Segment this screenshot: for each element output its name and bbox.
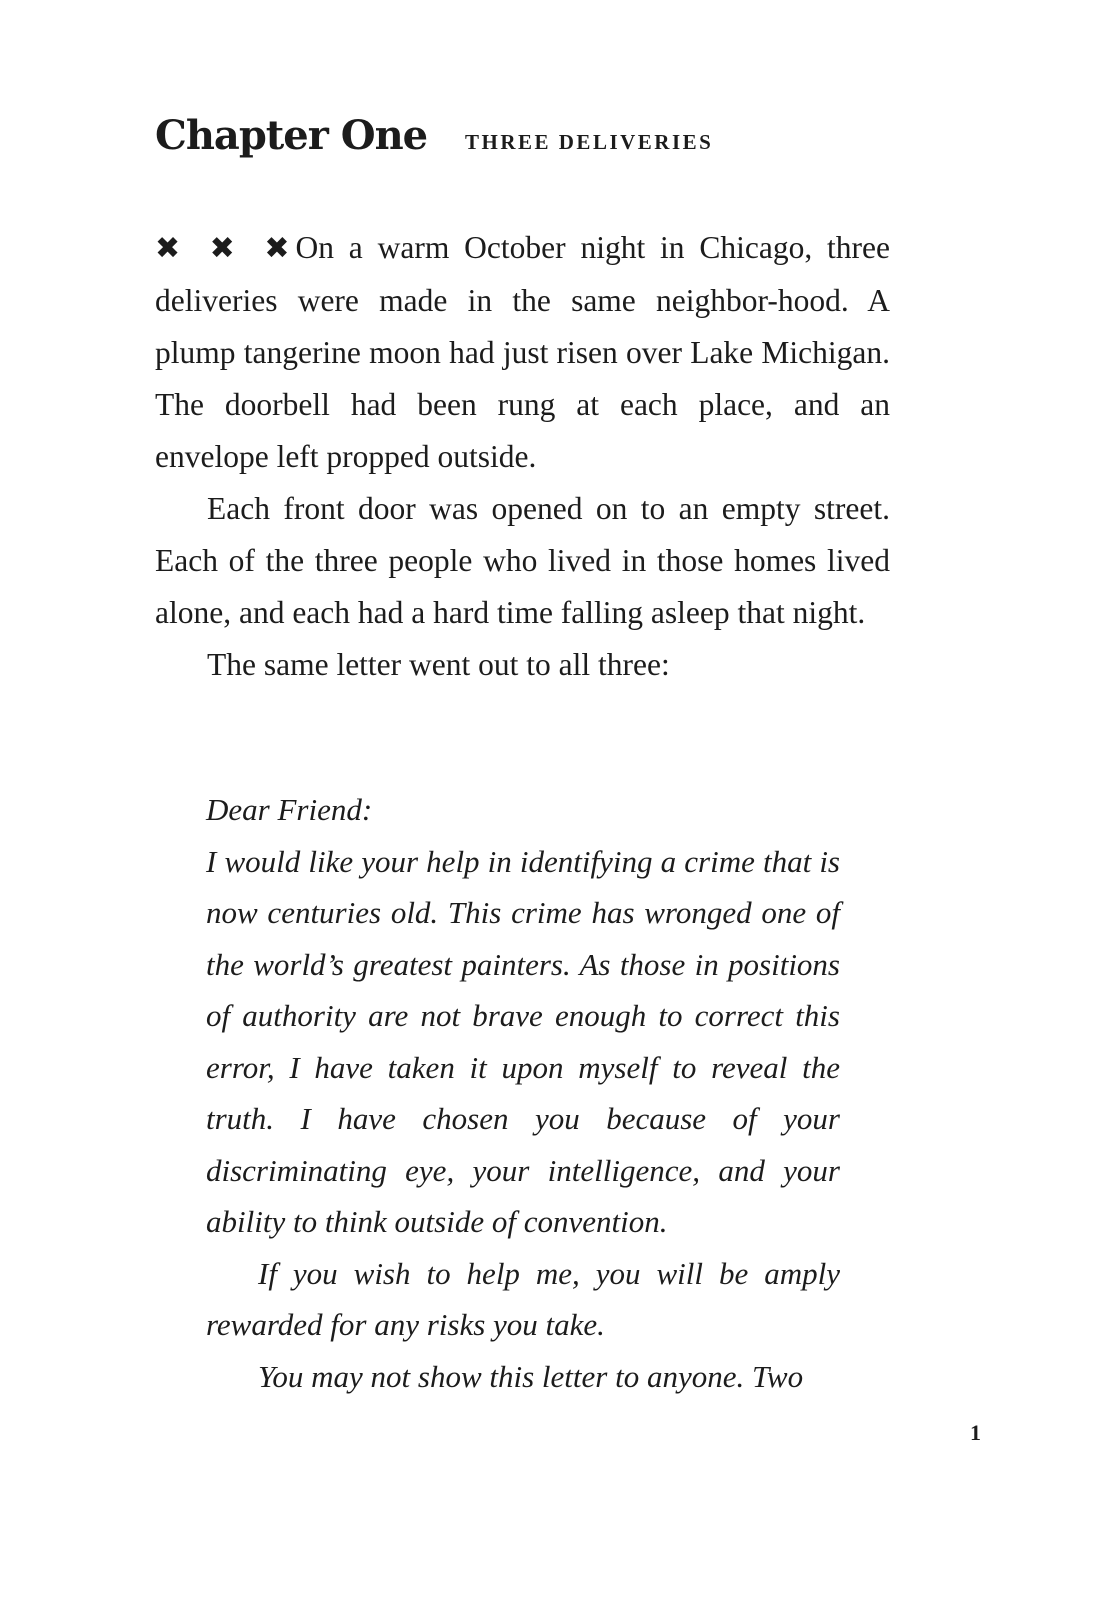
paragraph [155,222,890,483]
letter-paragraph: I would like your help in identifying a crime that is now centuries old. This crime has wronged one of the world’s greatest painters. As those in positions of authority are not brave enough to correct this error, I have taken it upon myself to reveal the truth. I have chosen you because of your discriminating eye, your intelligence, and your ability to think outside of convention. [206,843,840,1239]
paragraph-text: On a warm October night in Chicago, three deliveries were made in the same neighbor-hood. A plump tangerine moon had just risen over Lake Michigan. The doorbell had been rung at each place, and an envelope left propped outside. [155,230,890,474]
page-number: 1 [970,1420,982,1445]
body-text [155,222,890,691]
paragraph: Each front door was opened on to an empty street. Each of the three people who lived in those homes lived alone, and each had a hard time falling asleep that night. [155,491,890,630]
chapter-label: Chapter One [155,112,428,159]
ornament-icons: ✖ ✖ ✖ [155,231,300,266]
letter-paragraph: You may not show this letter to anyone. Two [258,1358,804,1394]
letter [206,784,840,1402]
paragraph: The same letter went out to all three: [207,647,670,682]
chapter-title: THREE DELIVERIES [465,130,714,154]
letter-paragraph: If you wish to help me, you will be amply rewarded for any risks you take. [206,1255,840,1342]
chapter-header [155,108,915,178]
letter-salutation: Dear Friend: [206,792,373,827]
